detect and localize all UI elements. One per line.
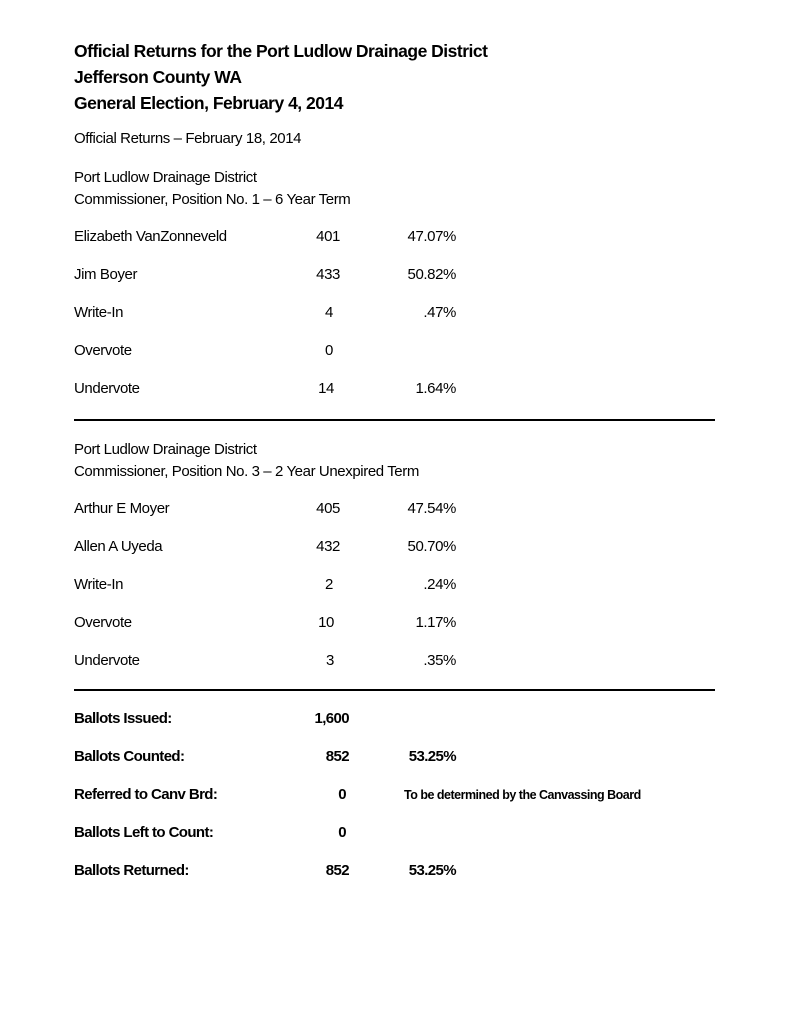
official-returns-date: Official Returns – February 18, 2014: [74, 130, 302, 147]
vote-percent: 1.64%: [415, 380, 456, 397]
race-1-header: [74, 167, 350, 211]
vote-percent: .35%: [423, 652, 456, 669]
section-divider: [74, 689, 715, 691]
ballots-counted-percent: 53.25%: [408, 748, 456, 765]
candidate-name: Undervote: [74, 380, 140, 397]
title-line-3: General Election, February 4, 2014: [74, 93, 343, 113]
ballots-counted-value: 852: [325, 748, 349, 765]
candidate-name: Overvote: [74, 614, 132, 631]
vote-count: 10: [318, 614, 334, 631]
vote-count: 433: [316, 266, 340, 283]
left-to-count-label: Ballots Left to Count:: [74, 824, 214, 841]
race-2-header: [74, 439, 419, 483]
ballots-issued-value: 1,600: [314, 710, 349, 727]
vote-percent: 1.17%: [415, 614, 456, 631]
candidate-name: Allen A Uyeda: [74, 538, 163, 555]
left-to-count-value: 0: [338, 824, 346, 841]
referred-note: To be determined by the Canvassing Board: [404, 788, 641, 802]
vote-count: 401: [316, 228, 340, 245]
vote-count: 405: [316, 500, 340, 517]
candidate-name: Write-In: [74, 576, 124, 593]
ballots-returned-label: Ballots Returned:: [74, 862, 189, 879]
vote-percent: .47%: [423, 304, 456, 321]
vote-count: 3: [326, 652, 334, 669]
candidate-name: Arthur E Moyer: [74, 500, 170, 517]
ballots-returned-percent: 53.25%: [408, 862, 456, 879]
ballots-issued-label: Ballots Issued:: [74, 710, 172, 727]
ballots-returned-value: 852: [325, 862, 349, 879]
candidate-name: Elizabeth VanZonneveld: [74, 228, 227, 245]
vote-count: 14: [318, 380, 334, 397]
vote-count: 2: [325, 576, 333, 593]
title-line-2: Jefferson County WA: [74, 67, 242, 87]
title-line-1: Official Returns for the Port Ludlow Drainage District: [74, 41, 488, 61]
race-1-position: Commissioner, Position No. 1 – 6 Year Term: [74, 191, 351, 208]
vote-percent: 47.54%: [407, 500, 456, 517]
vote-percent: .24%: [423, 576, 456, 593]
candidate-name: Undervote: [74, 652, 140, 669]
referred-label: Referred to Canv Brd:: [74, 786, 218, 803]
vote-count: 0: [325, 342, 333, 359]
document-title: [74, 38, 487, 116]
ballots-counted-label: Ballots Counted:: [74, 748, 185, 765]
vote-percent: 47.07%: [407, 228, 456, 245]
candidate-name: Jim Boyer: [74, 266, 138, 283]
vote-count: 4: [325, 304, 333, 321]
race-2-district: Port Ludlow Drainage District: [74, 441, 257, 458]
vote-percent: 50.70%: [407, 538, 456, 555]
race-2-position: Commissioner, Position No. 3 – 2 Year Unexpired Term: [74, 463, 419, 480]
candidate-name: Overvote: [74, 342, 132, 359]
race-1-district: Port Ludlow Drainage District: [74, 169, 257, 186]
vote-percent: 50.82%: [407, 266, 456, 283]
candidate-name: Write-In: [74, 304, 124, 321]
vote-count: 432: [316, 538, 340, 555]
referred-value: 0: [338, 786, 346, 803]
section-divider: [74, 419, 715, 421]
